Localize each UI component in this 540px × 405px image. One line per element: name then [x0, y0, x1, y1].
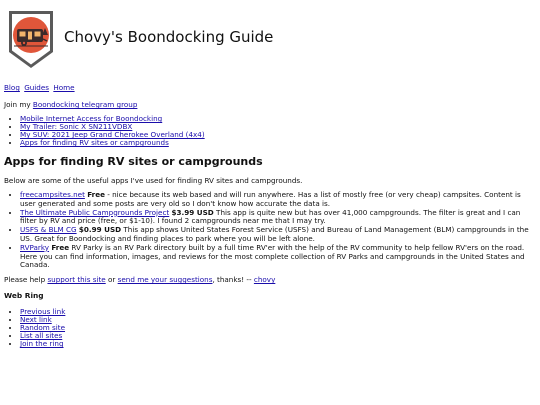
apps-list	[4, 191, 535, 270]
section-intro: Below are some of the useful apps I've used for finding RV sites and campgrounds.	[4, 176, 303, 185]
app-link-usfs-blm[interactable]: USFS & BLM CG	[20, 225, 77, 235]
app-price: Free	[51, 242, 70, 252]
app-description: This app is quite new but has over 41,000 campgrounds. The filter is great and I can filter by RV and price (free, or $1-10). I found 2 campgrounds near me that I may try.	[20, 207, 521, 226]
list-item	[20, 139, 536, 147]
webring-random-link[interactable]: Random site	[20, 323, 66, 333]
nav-link-guides[interactable]: Guides	[24, 83, 50, 92]
list-item	[20, 308, 536, 316]
help-line	[4, 275, 536, 284]
app-item	[20, 226, 535, 244]
app-description: This app shows United States Forest Service (USFS) and Bureau of Land Management (BLM) campgrounds in the US. Great for Boondocking and finding places to park where you will be left alone.	[20, 225, 529, 243]
app-link-ultimate-campgrounds[interactable]: The Ultimate Public Campgrounds Project	[20, 207, 170, 217]
webring-next-link[interactable]: Next link	[20, 315, 52, 325]
guide-link-list	[4, 115, 536, 147]
nav-link-home[interactable]: Home	[53, 83, 75, 92]
rv-logo-icon[interactable]	[6, 8, 56, 70]
mobile-internet-link[interactable]: Mobile Internet Access for Boondocking	[20, 114, 163, 123]
nav-link-blog[interactable]: Blog	[4, 83, 20, 92]
suv-link[interactable]: My SUV: 2021 Jeep Grand Cherokee Overland (4x4)	[20, 130, 205, 139]
app-link-freecampsites[interactable]: freecampsites.net	[20, 190, 85, 199]
support-site-link[interactable]: support this site	[47, 275, 106, 285]
list-item	[20, 332, 536, 340]
app-description: RV Parky is an RV Park directory built by a full time RV'er with the help of the RV community to help fellow RV'ers on the road. Here you can find information, images, and reviews for the most complete collection of RV Parks and campgrounds in the United States and Canada.	[20, 242, 525, 270]
app-price: $3.99 USD	[171, 207, 214, 217]
list-item	[20, 340, 536, 348]
apps-guide-link[interactable]: Apps for finding RV sites or campgrounds	[20, 138, 169, 147]
app-price: Free	[87, 190, 105, 199]
webring-list-all-link[interactable]: List all sites	[20, 331, 63, 341]
list-item	[20, 316, 536, 324]
app-description: - nice because its web based and will run anywhere. Has a list of mostly free (or very cheap) campsites. Content is user generated and some posts are very old so I don't know how accurate the data is.	[20, 190, 521, 208]
app-item	[20, 209, 535, 227]
help-text: Please help	[4, 275, 48, 285]
top-nav	[4, 83, 536, 92]
join-line	[4, 100, 536, 109]
app-item	[20, 191, 535, 209]
list-item	[20, 324, 536, 332]
app-item	[20, 244, 535, 270]
webring-heading: Web Ring	[4, 291, 44, 301]
webring-previous-link[interactable]: Previous link	[20, 307, 66, 317]
author-link[interactable]: chovy	[253, 275, 276, 285]
app-link-rvparky[interactable]: RVParky	[20, 242, 50, 252]
webring-join-link[interactable]: Join the ring	[20, 339, 64, 349]
send-suggestions-link[interactable]: send me your suggestions	[117, 275, 213, 285]
help-text: , thanks! --	[212, 275, 254, 285]
section-heading: Apps for finding RV sites or campgrounds	[4, 155, 263, 168]
trailer-link[interactable]: My Trailer: Sonic X SN211VDBX	[20, 122, 133, 131]
webring-list	[4, 308, 536, 348]
telegram-group-link[interactable]: Boondocking telegram group	[32, 100, 138, 109]
app-price: $0.99 USD	[78, 225, 122, 235]
join-prefix: Join my	[4, 100, 33, 109]
site-title: Chovy's Boondocking Guide	[64, 28, 274, 46]
help-text: or	[105, 275, 118, 285]
header	[4, 8, 536, 70]
